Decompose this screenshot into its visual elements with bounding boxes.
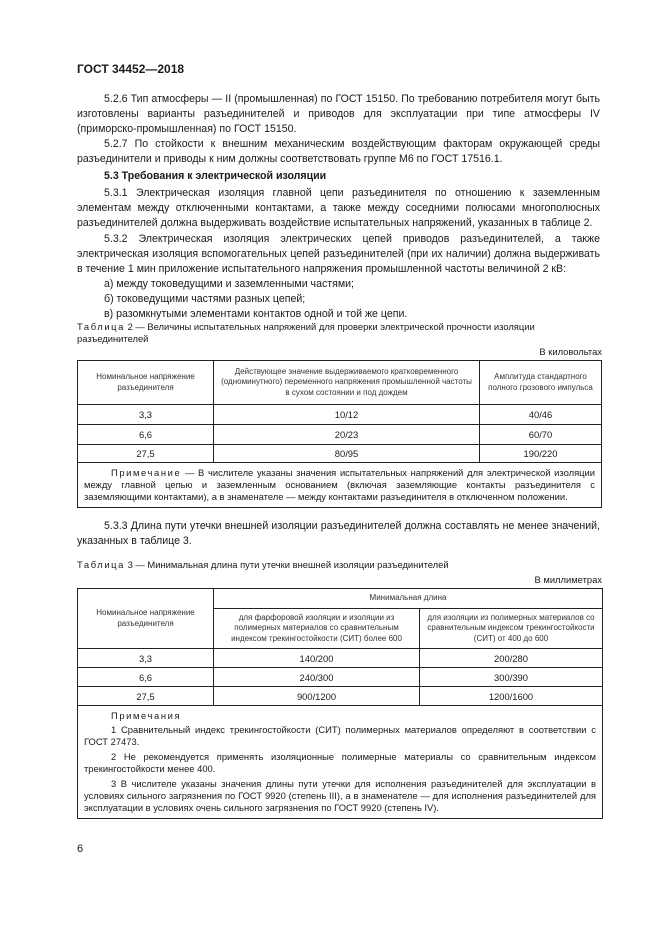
column-header: Номинальное напряжение разъединителя bbox=[78, 361, 214, 405]
table-title: — Величины испытательных напряжений для проверки электрической прочности изоляции разъединителей bbox=[77, 321, 535, 344]
paragraph-5-2-7: 5.2.7 По стойкости к внешним механическим воздействующим факторам окружающей среды разъединители и приводы к ним должны соответствовать группе М6 по ГОСТ 17516.1. bbox=[77, 138, 600, 165]
table-row bbox=[78, 425, 602, 445]
table-cell: 300/390 bbox=[420, 668, 603, 687]
note-item: 3 В числителе указаны значения длины пути утечки для исполнения разъединителей для эксплуатации в условиях сильного загрязнения по ГОСТ 9920 (степень III), а в знаменателе — для исполнения разъединителей для эксплуатации в условиях очень сильного загрязнения по ГОСТ 9920 (степень IV). bbox=[84, 778, 596, 813]
table-row bbox=[78, 405, 602, 425]
table-cell: 80/95 bbox=[214, 445, 480, 463]
table-cell: 27,5 bbox=[78, 445, 214, 463]
column-header: Номинальное напряжение разъединителя bbox=[78, 589, 214, 649]
table-cell: 1200/1600 bbox=[420, 687, 603, 706]
table-cell: 60/70 bbox=[480, 425, 602, 445]
paragraph-5-3-2: 5.3.2 Электрическая изоляция электрических цепей приводов разъединителей, а также электрическая изоляция вспомогательных цепей разъединителей (при их наличии) должна выдерживать в течение 1 мин приложение испытательного напряжения промышленной частоты величиной 2 кВ: bbox=[77, 233, 600, 275]
list-item: б) токоведущими частями разных цепей; bbox=[104, 293, 306, 305]
column-group-header: Минимальная длина bbox=[214, 589, 603, 609]
table-cell: 40/46 bbox=[480, 405, 602, 425]
table-note-row bbox=[78, 706, 603, 819]
page-number: 6 bbox=[77, 843, 84, 855]
column-header: для фарфоровой изоляции и изоляции из полимерных материалов со сравнительным индексом трекингостойкости (СИТ) более 600 bbox=[214, 609, 420, 649]
table-cell: 3,3 bbox=[78, 405, 214, 425]
table-cell: 6,6 bbox=[78, 425, 214, 445]
table-label: Таблица bbox=[77, 321, 125, 332]
table-2 bbox=[77, 360, 602, 508]
table-3-caption bbox=[77, 559, 602, 571]
table-cell: 190/220 bbox=[480, 445, 602, 463]
table-cell: 10/12 bbox=[214, 405, 480, 425]
table-cell: 6,6 bbox=[78, 668, 214, 687]
table-row bbox=[78, 687, 603, 706]
table-note-row bbox=[78, 463, 602, 508]
note-item: 2 Не рекомендуется применять изоляционные полимерные материалы со сравнительным индексом трекингостойкости менее 400. bbox=[84, 751, 596, 774]
column-header: для изоляции из полимерных материалов со сравнительным индексом трекингостойкости (СИТ) от 400 до 600 bbox=[420, 609, 603, 649]
column-header: Амплитуда стандартного полного грозового импульса bbox=[480, 361, 602, 405]
table-header-row bbox=[78, 589, 603, 609]
table-notes bbox=[78, 706, 603, 819]
table-2-caption bbox=[77, 321, 602, 345]
list-item: а) между токоведущими и заземленными частями; bbox=[104, 278, 354, 290]
table-row bbox=[78, 649, 603, 668]
table-3 bbox=[77, 588, 603, 819]
table-row bbox=[78, 445, 602, 463]
note-item: 1 Сравнительный индекс трекингостойкости (СИТ) полимерных материалов определяют в соответствии с ГОСТ 27473. bbox=[84, 724, 596, 747]
table-number: 2 bbox=[124, 321, 133, 332]
column-header: Действующее значение выдерживаемого кратковременного (одноминутного) переменного напряжения промышленной частоты в сухом состоянии и под дождем bbox=[214, 361, 480, 405]
table-note bbox=[78, 463, 602, 508]
table-row bbox=[78, 668, 603, 687]
paragraph-5-2-6: 5.2.6 Тип атмосферы — II (промышленная) по ГОСТ 15150. По требованию потребителя могут быть изготовлены варианты разъединителей и приводов для эксплуатации при типе атмосферы IV (приморско-промышленная) по ГОСТ 15150. bbox=[77, 93, 600, 135]
table-header-row bbox=[78, 361, 602, 405]
table-3-units: В миллиметрах bbox=[534, 574, 602, 585]
note-text: — В числителе указаны значения испытательных напряжений для электрической изоляции между главной цепью и заземленным основанием (включая заземляющие контакты разъединителя с заземляющими контактами), а в знаменателе — между контактами разъединителя в отключенном положении. bbox=[84, 467, 595, 502]
note-label: Примечание bbox=[111, 467, 182, 478]
table-cell: 27,5 bbox=[78, 687, 214, 706]
paragraph-5-3-3: 5.3.3 Длина пути утечки внешней изоляции разъединителей должна составлять не менее значений, указанных в таблице 3. bbox=[77, 520, 600, 547]
list-item: в) разомкнутыми элементами контактов одной и той же цепи. bbox=[104, 308, 408, 320]
paragraph-5-3-1: 5.3.1 Электрическая изоляция главной цепи разъединителя по отношению к заземленным элементам между отключенными контактами, а также между соседними полюсами многополюсных разъединителей должна выдерживать воздействие испытательных напряжений, указанных в таблице 2. bbox=[77, 187, 600, 229]
section-heading-5-3: 5.3 Требования к электрической изоляции bbox=[104, 170, 327, 182]
notes-label: Примечания bbox=[111, 710, 182, 721]
table-label: Таблица bbox=[77, 559, 125, 570]
table-cell: 200/280 bbox=[420, 649, 603, 668]
requirements-list bbox=[77, 277, 600, 322]
table-cell: 20/23 bbox=[214, 425, 480, 445]
table-cell: 3,3 bbox=[78, 649, 214, 668]
document-header: ГОСТ 34452—2018 bbox=[77, 62, 185, 76]
table-cell: 900/1200 bbox=[214, 687, 420, 706]
table-number: 3 bbox=[124, 559, 133, 570]
table-cell: 140/200 bbox=[214, 649, 420, 668]
table-2-units: В киловольтах bbox=[539, 346, 602, 357]
table-title: — Минимальная длина пути утечки внешней изоляции разъединителей bbox=[132, 559, 449, 570]
table-cell: 240/300 bbox=[214, 668, 420, 687]
